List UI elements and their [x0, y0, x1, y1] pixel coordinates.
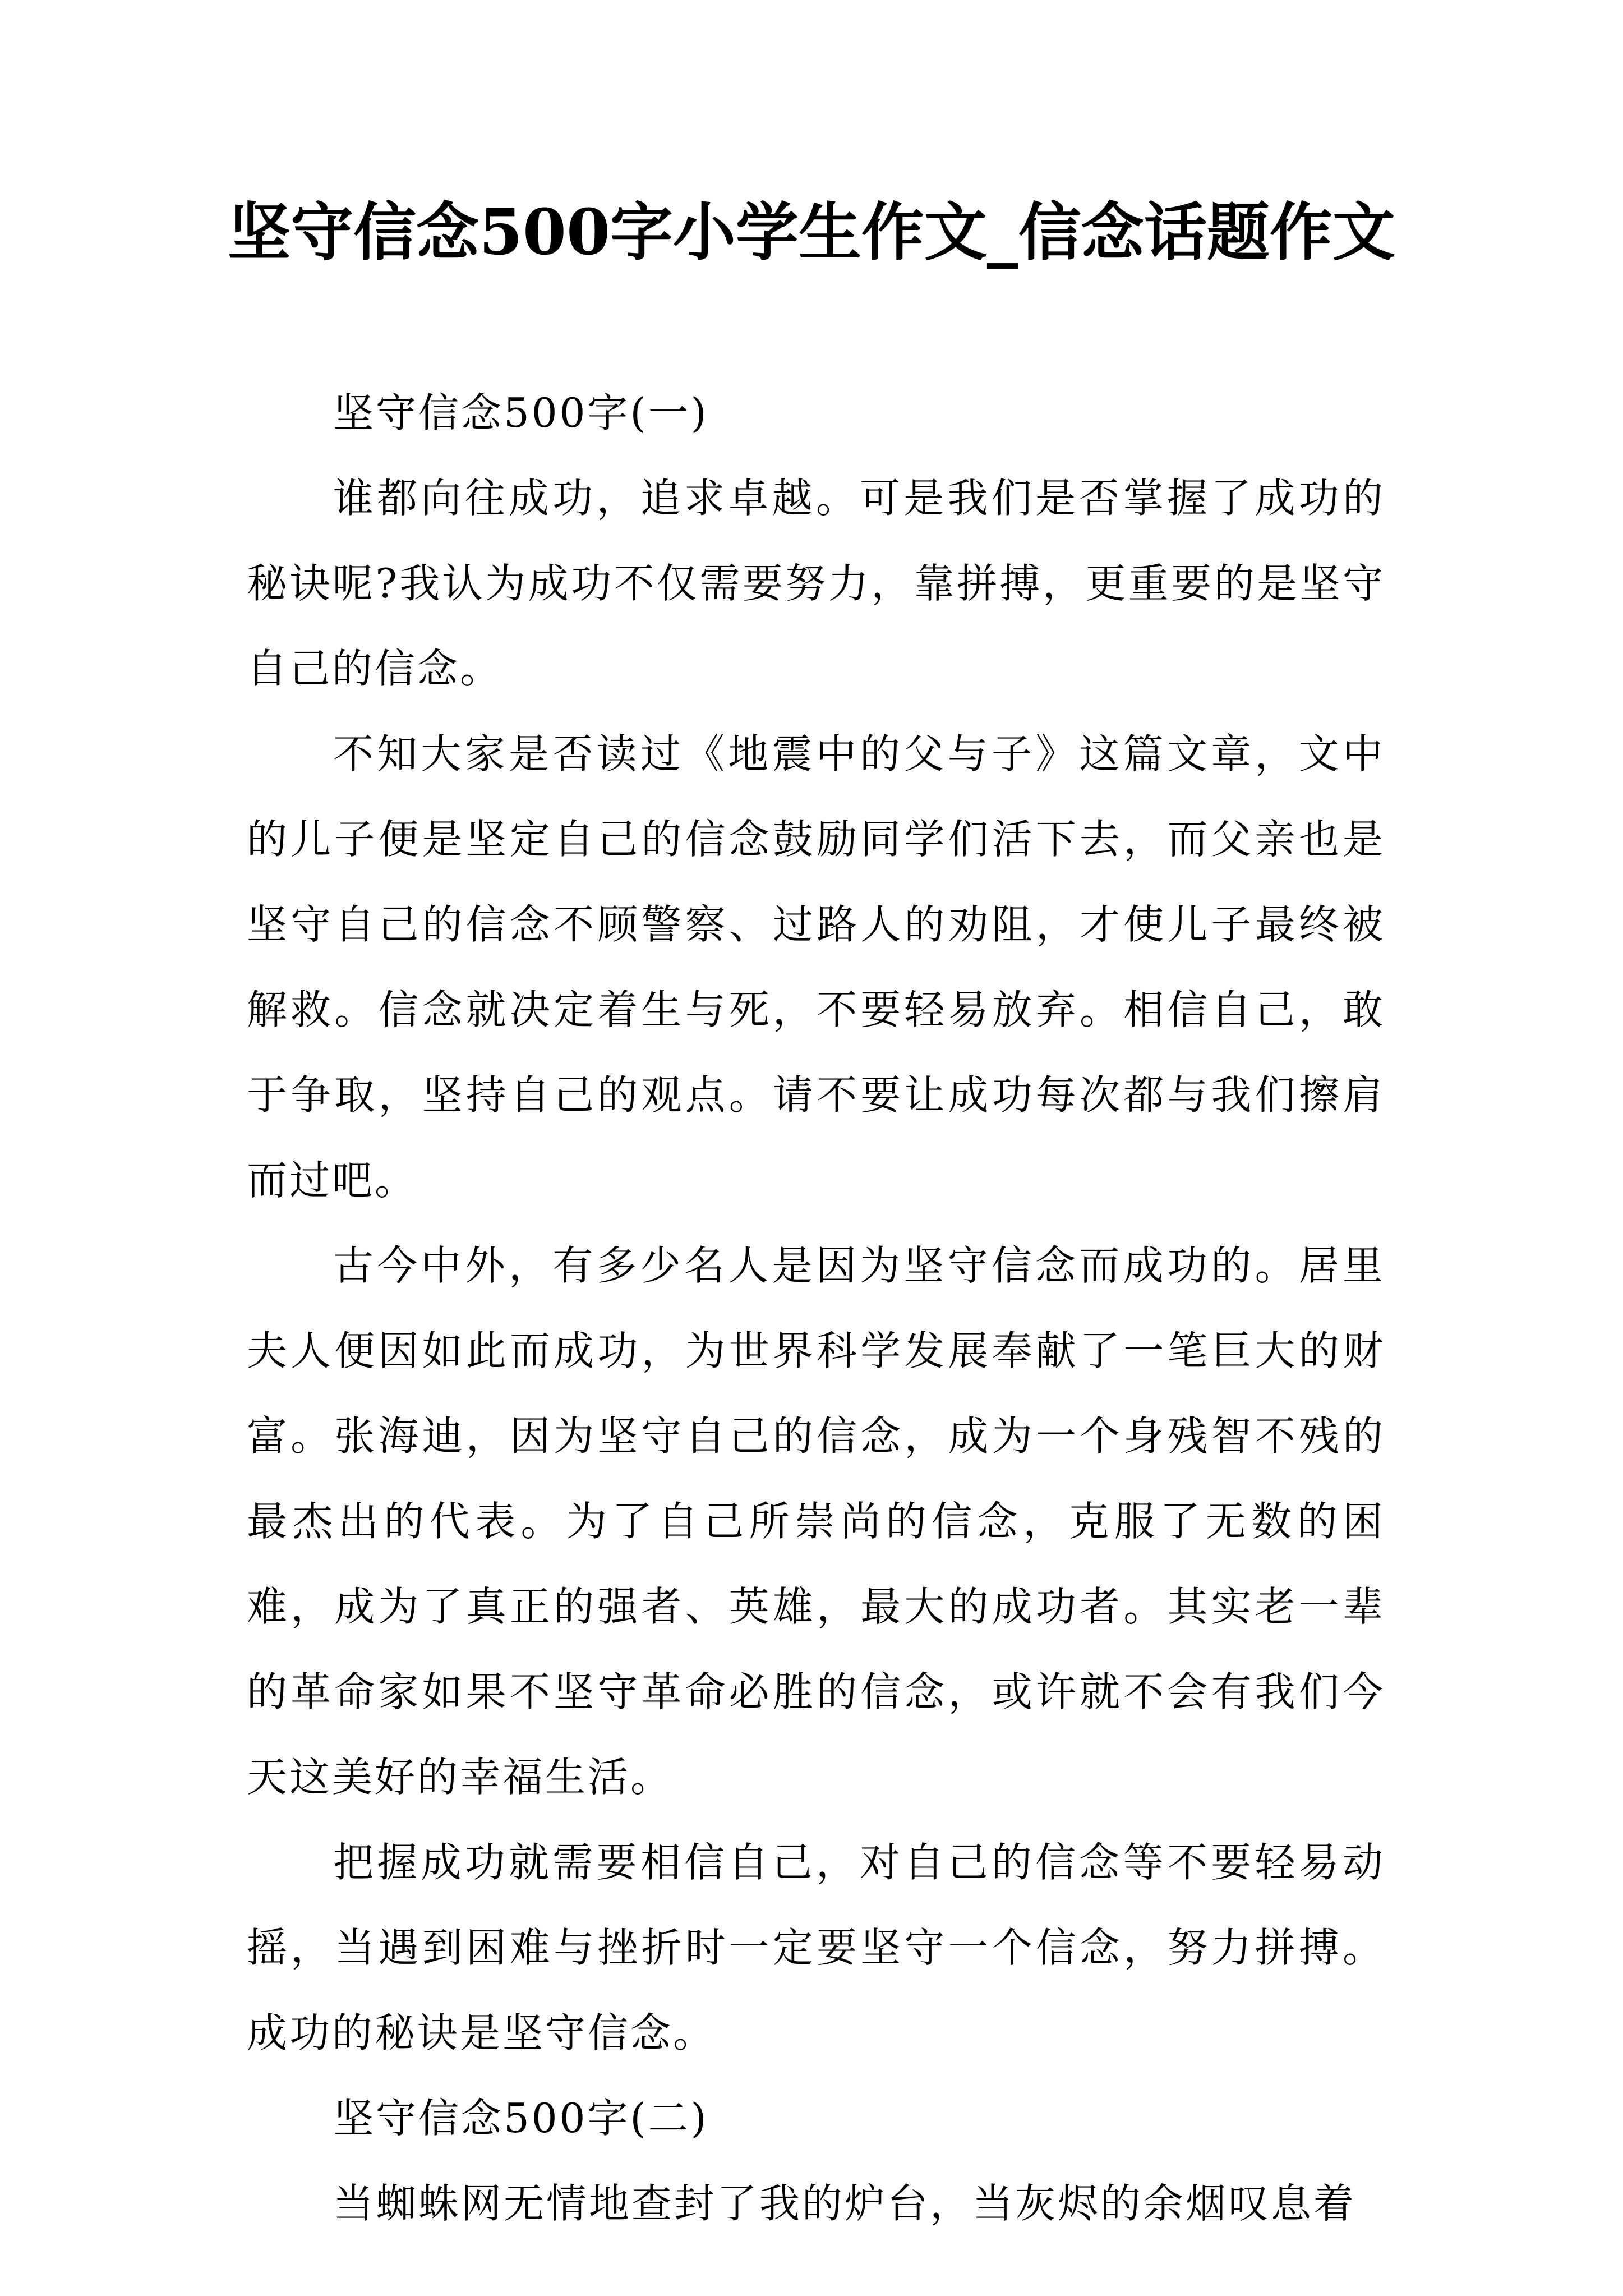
paragraph: 不知大家是否读过《地震中的父与子》这篇文章，文中的儿子便是坚定自己的信念鼓励同学们活下去，而父亲也是坚守自己的信念不顾警察、过路人的劝阻，才使儿子最终被解救。信念就决定着生与死，不要轻易放弃。相信自己，敢于争取，坚持自己的观点。请不要让成功每次都与我们擦肩而过吧。	[247, 730, 1385, 1204]
section-heading-1: 坚守信念500字(一)	[333, 389, 709, 436]
section-heading-2: 坚守信念500字(二)	[333, 2095, 709, 2142]
document-title: 坚守信念500字小学生作文_信念话题作文	[228, 196, 1395, 269]
paragraph: 当蜘蛛网无情地查封了我的炉台，当灰烬的余烟叹息着	[333, 2180, 1357, 2227]
paragraph: 把握成功就需要相信自己，对自己的信念等不要轻易动摇，当遇到困难与挫折时一定要坚守一个信念，努力拼搏。成功的秘诀是坚守信念。	[247, 1839, 1385, 2056]
document-body	[247, 370, 1385, 2246]
paragraph: 谁都向往成功，追求卓越。可是我们是否掌握了成功的秘诀呢?我认为成功不仅需要努力，靠拼搏，更重要的是坚守自己的信念。	[247, 475, 1385, 692]
paragraph: 古今中外，有多少名人是因为坚守信念而成功的。居里夫人便因如此而成功，为世界科学发展奉献了一笔巨大的财富。张海迪，因为坚守自己的信念，成为一个身残智不残的最杰出的代表。为了自己所崇尚的信念，克服了无数的困难，成为了真正的强者、英雄，最大的成功者。其实老一辈的革命家如果不坚守革命必胜的信念，或许就不会有我们今天这美好的幸福生活。	[247, 1242, 1385, 1801]
